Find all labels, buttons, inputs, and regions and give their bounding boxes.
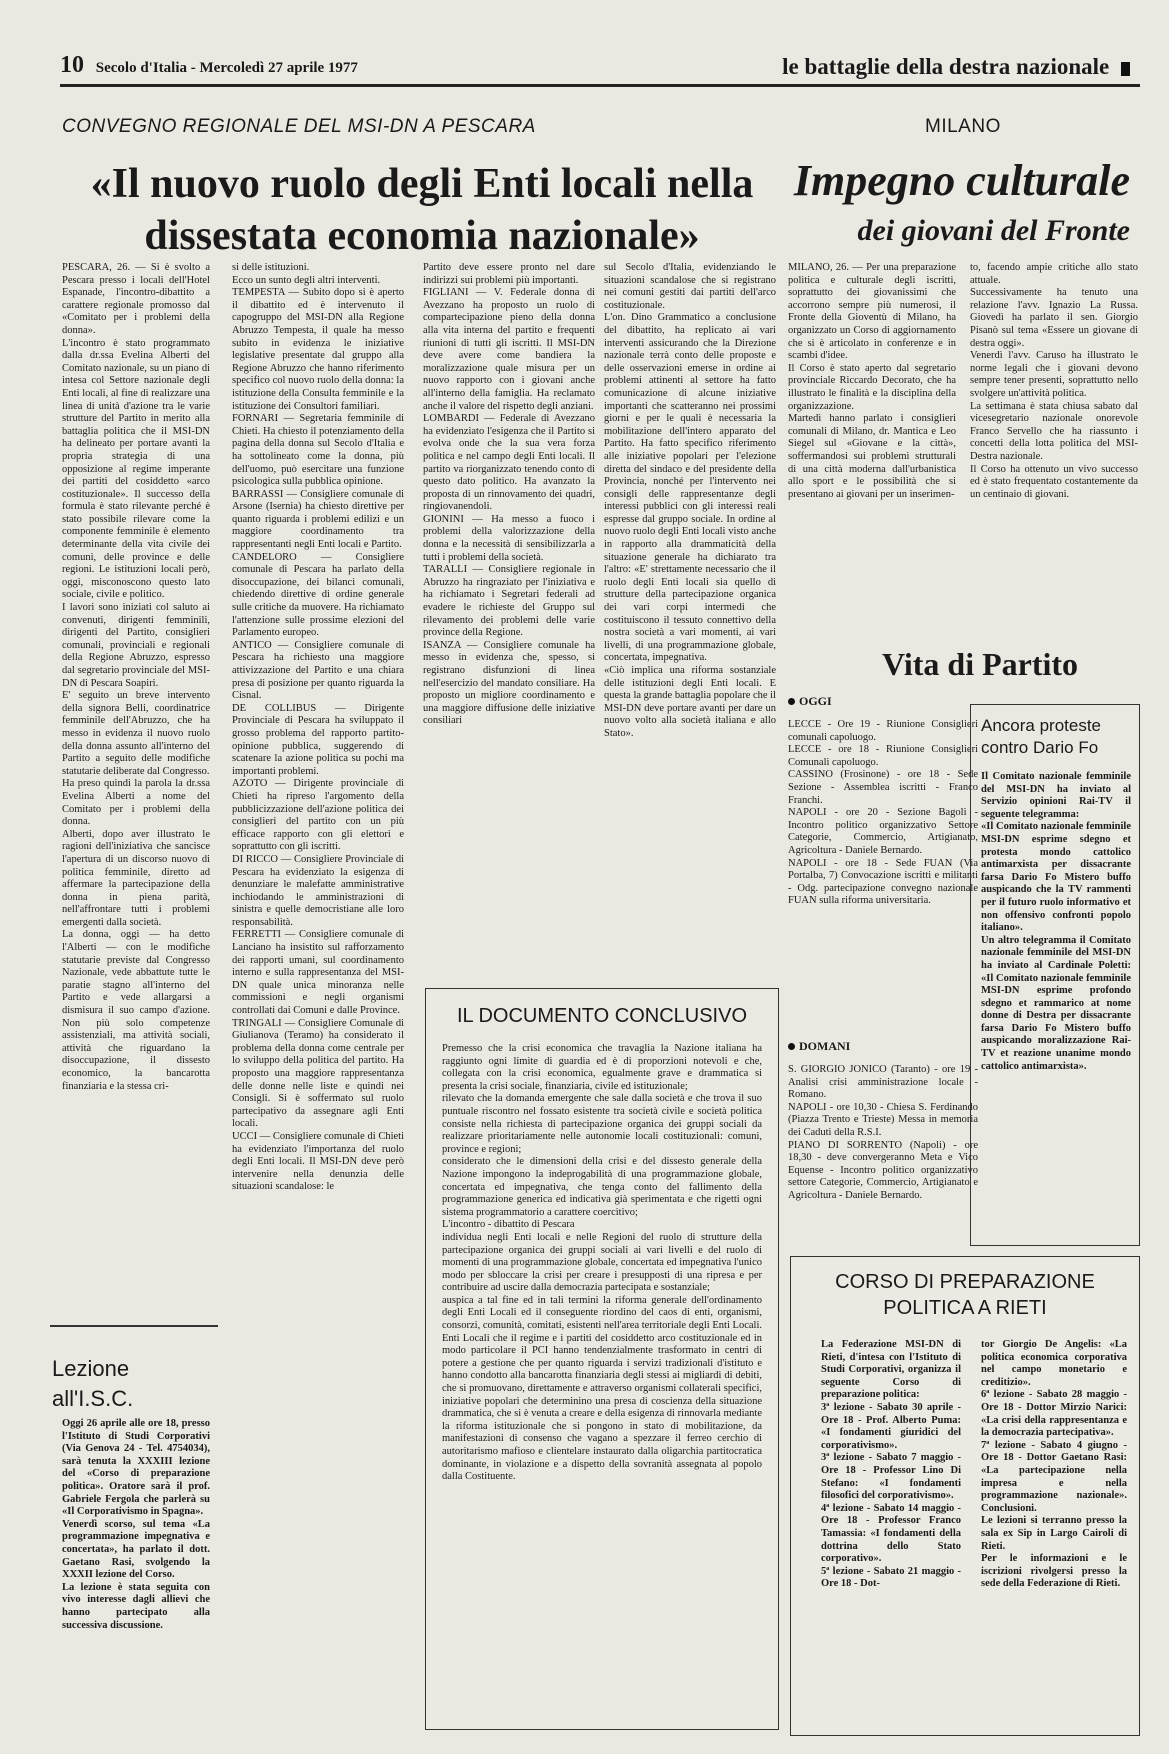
page-number: 10 — [60, 52, 84, 78]
documento-title: IL DOCUMENTO CONCLUSIVO — [456, 1005, 748, 1027]
milano-kicker: MILANO — [925, 116, 1001, 137]
lezione-body: Oggi 26 aprile alle ore 18, presso l'Istituto di Studi Corporativi (Via Genova 24 - Tel. 4754034), sarà tenuta la XXXIII lezione del «Corso di preparazione politica». Oratore sarà il prof. Gabriele Fergola che parlerà su «Il Corporativismo in Spagna». Venerdì scorso, sul tema «La programmazione impegnativa e concertata», ha parlato il dott. Gaetano Rasi, svolgendo la XXXII lezione del Corso. La lezione è stata seguita con vivo interesse dagli allievi che hanno partecipato alla successiva discussione. — [62, 1418, 210, 1631]
lezione-title-line2: all'I.S.C. — [52, 1386, 134, 1411]
corso-rieti-title-line2: POLITICA A RIETI — [883, 1297, 1047, 1319]
bullet-icon — [788, 698, 795, 705]
oggi-body: LECCE - Ore 19 - Riunione Consiglieri comunali capoluogo. LECCE - ore 18 - Riunione Consiglieri Comunali capoluogo. CASSINO (Frosinone) - ore 18 - Sede Sezione - Assemblea iscritti - Franco Franchi. NAPOLI - ore 20 - Sezione Bagoli - Incontro politico organizzativo Settore Categorie, Commercio, Artigianato, Agricoltura - Daniele Bernardo. NAPOLI - ore 18 - Sede FUAN (Via Portalba, 7) Convocazione iscritti e militanti - Odg. partecipazione convegno nazionale FUAN sulla riforma universitaria. — [788, 719, 978, 907]
lezione-heading — [52, 1354, 212, 1414]
main-headline: «Il nuovo ruolo degli Enti locali nella dissestata economia nazionale» — [90, 161, 754, 259]
masthead — [60, 50, 1140, 87]
lezione-title-line1: Lezione — [52, 1356, 130, 1381]
vita-partito-title: Vita di Partito — [881, 646, 1079, 682]
main-kicker: CONVEGNO REGIONALE DEL MSI-DN A PESCARA — [62, 116, 536, 137]
bullet-icon — [788, 1043, 795, 1050]
vita-partito-listings — [788, 694, 978, 1294]
section-title: le battaglie della destra nazionale — [782, 54, 1130, 80]
domani-body: S. GIORGIO JONICO (Taranto) - ore 19 - Analisi crisi amministrazione locale - Romano. NAPOLI - ore 10,30 - Chiesa S. Ferdinando (Piazza Trento e Trieste) Messa in memoria dei Caduti della R.S.I. PIANO DI SORRENTO (Napoli) - ore 18,30 - deve convergeranno Meta e Vico Equense - Incontro politico organizzativo settore Categorie, Commercio, Artigianato e Agricoltura - Daniele Bernardo. — [788, 1064, 978, 1201]
oggi-label: OGGI — [788, 694, 978, 709]
documento-conclusivo-box — [425, 988, 779, 1730]
milano-headline: Impegno culturale — [793, 156, 1130, 205]
milano-headline-block — [790, 156, 1130, 256]
masthead-left — [60, 52, 358, 79]
dario-fo-title-line2: contro Dario Fo — [981, 738, 1099, 757]
corso-rieti-col1: La Federazione MSI-DN di Rieti, d'intesa con l'Istituto di Studi Corporativi, organizza il seguente Corso di preparazione politica: 3ª lezione - Sabato 30 aprile - Ore 18 - Prof. Alberto Puma: «I fondamenti giuridici del corporativismo». 3ª lezione - Sabato 7 maggio - Ore 18 - Professor Lino Di Stefano: «I fondamenti filosofici del corporativismo». 4ª lezione - Sabato 14 maggio - Ore 18 - Professor Franco Tamassia: «I fondamenti della dottrina dello Stato corporativo». 5ª lezione - Sabato 21 maggio - Ore 18 - Dot- — [821, 1339, 961, 1590]
lezione-rule — [50, 1325, 218, 1327]
section-mark-icon — [1121, 62, 1130, 76]
documento-body: Premesso che la crisi economica che travaglia la Nazione italiana ha raggiunto ogni limite di guardia ed è di proporzioni notevoli e che, collegata con la crisi economica, egualmente grave e drammatica si presenta la crisi sociale, finanziaria, civile ed istituzionale; rilevato che la domanda emergente che sale dalla società e che trova il suo puntuale riscontro nel fossato esistente tra società civile e società politica consiste nella richiesta di partecipazione organica dei gruppi sociali da realizzare prioritariamente nelle autonomie locali costituzionali: comuni, province e regioni; considerato che le dimensioni della crisi e del dissesto generale della Nazione impongono la indeprogabilità di una programmazione globale, concertata ed impegnativa, che tenga conto del fallimento della programmazione generica ed indicativa già sperimentata e che rigetti ogni sistema programmatorio a carattere coercitivo; L'incontro - dibattito di Pescara individua negli Enti locali e nelle Regioni del ruolo di strutture della partecipazione organica dei gruppi sociali ai vari livelli e del ruolo di momenti di una programmazione globale, concertata ed impegnativa l'unico modo per sbloccare la crisi per creare i presupposti di una ripresa e per contribuire ad uscire dalla democrazia partecipata e sostanziale; auspica a tal fine ed in tali termini la riforma generale dell'ordinamento degli Enti Locali ed il conseguente riordino del caos di enti, organismi, consorzi, comunità, comitati, esistenti nell'area territoriale degli Enti Locali. Enti Locali che il regime e i partiti del cosiddetto arco costituzionale ed in modo particolare il PCI hanno tendenzialmente trasformato in centri di potere a gestione che per quanto riguarda i servizi tradizionali d'istituto e hanno condotto alla bancarotta finanziaria degli stessi ai migliardi di debiti, che si promuovano, direttamente e attraverso organismi collaterali specifici, iniziative popolari che determinino una presa di coscienza della situazione drammatica, che si è venuta a creare e della esigenza di rinnovarla mediante la riforma istituzionale che si pongono in stato di mobilitazione, da manifestazioni di consenso che vagano a spezzare il ferreo cerchio di autoritarismo mafioso e clientelare instaurato dalla oligarchia partitocratica dominante, in violazione e a dispetto della sovranità assegnata al popolo dalla Costituente. — [442, 1043, 762, 1483]
dario-fo-heading — [971, 705, 1139, 759]
corso-rieti-box — [790, 1256, 1140, 1736]
dario-fo-title-line1: Ancora proteste — [981, 716, 1102, 735]
main-article-col2: si delle istituzioni. Ecco un sunto degli altri interventi. TEMPESTA — Subito dopo si è aperto il dibattito ed è intervenuto il capogruppo del MSI-DN alla Regione Abruzzo Tempesta, il quale ha messo subito in evidenza le iniziative legislative presentate dal gruppo alla Regione Abruzzo che hanno riferimento specifico col nuovo ruolo della donna: la istituzione della Consulta femminile e la istituzione dei Consultori familiari. FORNARI — Segretaria femminile di Chieti. Ha chiesto il potenziamento della pagina della donna sul Secolo d'Italia e ha sottolineato come la donna, più dell'uomo, può esercitare una funzione psicologica sulla pubblica opinione. BARRASSI — Consigliere comunale di Arsone (Isernia) ha chiesto direttive per quanto riguarda i problemi edilizi e un maggiore coordinamento tra rappresentanti negli Enti locali e Partito. CANDELORO — Consigliere comunale di Pescara ha parlato della disoccupazione, dei bilanci comunali, chiedendo direttive di ordine generale sulle critiche da muovere. Ha richiamato l'attenzione sulle prossime elezioni del Parlamento europeo. ANTICO — Consigliere comunale di Pescara ha richiesto una maggiore attivizzazione del Partito e una chiara presa di posizione per quanto riguarda la Cisnal. DE COLLIBUS — Dirigente Provinciale di Pescara ha sviluppato il grosso problema del rapporto partito-opinione pubblica, suggerendo di scatenare la azione politica su pochi ma importanti problemi. AZOTO — Dirigente provinciale di Chieti ha ripreso l'argomento della pubblicizzazione dell'azione politica dei consiglieri del partito con un più efficace rapporto con gli elettori e soprattutto con gli iscritti. DI RICCO — Consigliere Provinciale di Pescara ha evidenziato la esigenza di denunziare le malefatte amministrative inchiodando le amministrazioni di sinistra e quelle democristiane alle loro responsabilità. FERRETTI — Consigliere comunale di Lanciano ha insistito sul rafforzamento dei rapporti umani, sul coordinamento interno e sulla rappresentanza del MSI-DN quale unica minoranza nelle commissioni e negli organismi controllati dai Comuni e dalle Province. TRINGALI — Consigliere Comunale di Giulianova (Teramo) ha considerato il problema della donna come centrale per lo sviluppo della politica del partito. Ha proposto una maggiore rappresentanza delle donne nelle liste e quindi nei Consigli. Si è soffermato sul ruolo partecipativo da assegnare agli Enti locali. UCCI — Consigliere comunale di Chieti ha evidenziato l'importanza del ruolo degli Enti locali. Il MSI-DN deve però intervenire nella denunzia delle situazioni scandalose: le — [232, 262, 404, 1193]
corso-rieti-heading — [791, 1269, 1139, 1321]
domani-label: DOMANI — [788, 1039, 978, 1054]
main-article-col4: sul Secolo d'Italia, evidenziando le situazioni scandalose che si registrano nei comuni gestiti dai partiti dell'arco costituzionale. L'on. Dino Grammatico a conclusione del dibattito, ha replicato ai vari interventi assicurando che la Direzione nazionale terrà conto delle proposte e delle osservazioni emerse in ordine ai problemi attinenti al settore ha fatto comunicazione di alcune iniziative importanti che scatteranno nei prossimi giorni e per le quali è necessaria la mobilitazione dell'intero apparato del Partito. Ha fatto specifico riferimento alle iniziative popolari per l'elezione diretta del sindaco e del presidente della Provincia, nonché per l'intervento nei consigli delle rappresentanze degli interessi pubblici con gli interessi reali espresse dal gruppo sociale. In ordine al nuovo ruolo degli Enti locali visto anche in rapporto alla drammaticità della situazione generale ha dichiarato tra l'altro: «E' strettamente necessario che il ruolo degli Enti locali sia quello di strutture della partecipazione organica dei vari corpi intermedi che costituiscono il tessuto connettivo della nostra società a vari momenti, ai vari livelli, di una programmazione globale, concertata, impegnativa. «Ciò implica una riforma sostanziale delle istituzioni degli Enti locali. E questa la grande battaglia popolare che il MSI-DN deve portare avanti per dare un nuovo volto alla società italiana e allo Stato». — [604, 262, 776, 739]
dario-fo-box — [970, 704, 1140, 1246]
corso-rieti-title-line1: CORSO DI PREPARAZIONE — [835, 1271, 1095, 1293]
main-article-col1: PESCARA, 26. — Si è svolto a Pescara presso i locali dell'Hotel Espanade, l'incontro-dibattito a carattere regionale promosso dal «Comitato per i problemi della donna». L'incontro è stato programmato dalla dr.ssa Evelina Alberti del Comitato nazionale, su un piano di intesa col Settore nazionale degli Enti locali, al fine di realizzare una linea di unità d'azione tra le varie strutture del Partito in merito alla battaglia politica che il MSI-DN ha delineato per portare avanti la propria strategia di una opposizione al regime imperante dei partiti del cosiddetto «arco costituzionale». Il successo della formula è stato rilevante perché è stato possibile rilevare come la componente femminile è elemento determinante della vita civile dei comuni, delle province e delle regioni. Le istituzioni locali però, oggi, misconoscono questo lato sociale, civile e politico. I lavori sono iniziati col saluto ai convenuti, dirigenti femminili, dirigenti del Partito, consiglieri comunali, provinciali e regionali della Regione Abruzzo, espresso dal segretario provinciale del MSI-DN di Pescara Soapiri. E' seguito un breve intervento della signora Belli, coordinatrice femminile dell'Abruzzo, che ha messo in evidenza il nuovo ruolo della donna assunto all'interno del Partito a seguito delle modifiche statutarie deliberate dal Congresso. Ha preso quindi la parola la dr.ssa Evelina Alberti a nome del Comitato per i problemi della donna. Alberti, dopo aver illustrato le ragioni dell'iniziativa che sancisce l'apertura di un discorso nuovo di politica femminile, diretto ad affermare la partecipazione della donna in piena parità, nell'affrontare tutti i problemi emergenti dalla società. La donna, oggi — ha detto l'Alberti — con le modifiche statutarie previste dal Congresso Nazionale, vede abbattute tutte le paratie stagno all'interno del Partito e vede allargarsi a dismisura il suo campo d'azione. Non più solo competenze assistenziali, ma attività sociali, attività che riguardano la disoccupazione, il dissesto economico, la bancarotta finanziaria e la stessa cri- — [62, 262, 210, 1092]
milano-col1: MILANO, 26. — Per una preparazione politica e culturale degli iscritti, soprattutto dei giovanissimi che accorrono sempre più numerosi, il Fronte della Gioventù di Milano, ha organizzato un Corso di aggiornamento che si è articolato in conferenze e in scambi d'idee. Il Corso è stato aperto dal segretario provinciale Riccardo Decorato, che ha illustrato le finalità e la disciplina della organizzazione. Martedì hanno parlato i consiglieri comunali di Milano, dr. Mantica e Leo Siegel sul «Giovane e la città», soffermandosi sui problemi strutturali di una città moderna dall'urbanistica allo sport e le possibilità che si presentano ai giovani per un inserimen- — [788, 262, 956, 500]
paper-date: Secolo d'Italia - Mercoledì 27 aprile 1977 — [95, 60, 358, 76]
corso-rieti-col2: tor Giorgio De Angelis: «La politica economica corporativa nel campo monetario e creditizio». 6ª lezione - Sabato 28 maggio - Ore 18 - Dottor Mirzio Narici: «La crisi della rappresentanza e la democrazia partecipativa». 7ª lezione - Sabato 4 giugno - Ore 18 - Dottor Gaetano Rasi: «La partecipazione nella impresa e nella programmazione nazionale». Conclusioni. Le lezioni si terranno presso la sala ex Sip in Largo Cairoli di Rieti. Per le informazioni e le iscrizioni rivolgersi presso la sede della Federazione di Rieti. — [981, 1339, 1127, 1590]
dario-fo-body: Il Comitato nazionale femminile del MSI-DN ha inviato al Servizio opinioni Rai-TV il seguente telegramma: «Il Comitato nazionale femminile MSI-DN esprime sdegno et protesta mondo cattolico antimarxista per dissacrante farsa Dario Fo Mistero buffo auspicando che la TV rammenti per il futuro ruolo informativo et non offensivo confronti popolo italiano». Un altro telegramma il Comitato nazionale femminile del MSI-DN ha inviato al Cardinale Poletti: «Il Comitato nazionale femminile MSI-DN esprime profondo sdegno et rammarico at nome donne di Destra per dissacrante farsa Dario Fo Mistero buffo auspicando moralizzazione Rai-TV et reazione unanime mondo cattolico antimarxista». — [981, 771, 1131, 1072]
main-article-col3: Partito deve essere pronto nel dare indirizzi sui problemi più importanti. FIGLIANI — V. Federale donna di Avezzano ha proposto un ruolo di compartecipazione pieno della donna alla vita interna del partito e frequenti riunioni di tutti gli iscritti. Il MSI-DN deve avere come bandiera la moralizzazione quale misura per un nuovo rapporto con i giovani anche all'interno della famiglia. Ha reclamato anche il valore del rispetto degli anziani. LOMBARDI — Federale di Avezzano ha evidenziato l'esigenza che il Partito si evolva onde che la sua vera forza politica e nel campo degli Enti locali. Il partito va riorganizzato tenendo conto di questo dato politico. Ha avanzato la proposta di un rinnovamento dei quadri, ringiovanendoli. GIONINI — Ha messo a fuoco i problemi della valorizzazione della donna e la necessità di sensibilizzarla a tutti i problemi della società. TARALLI — Consigliere regionale in Abruzzo ha ringraziato per l'iniziativa e ha richiamato i Segretari federali ad evadere le richieste del Gruppo sul rilevamento dei problemi delle varie province della Regione. ISANZA — Consigliere comunale ha messo in evidenza che, spesso, si registrano disfunzioni di linea nell'esercizio del mandato consiliare. Ha proposto un migliore coordinamento e una maggiore diffusione delle iniziative consiliari — [423, 262, 595, 727]
milano-subhead: dei giovani del Fronte — [857, 214, 1130, 247]
milano-col2: to, facendo ampie critiche allo stato attuale. Successivamente ha tenuto una relazione l'avv. Ignazio La Russa. Giovedì ha parlato il sen. Giorgio Pisanò sul tema «Essere un giovane di destra oggi». Venerdì l'avv. Caruso ha illustrato le norme legali che i giovani devono sempre tener presenti, soprattutto nello svolgere un'attività politica. La settimana è stata chiusa sabato dal vicesegretario nazionale onorevole Franco Servello che ha riassunto i concetti della lotta politica del MSI-Destra nazionale. Il Corso ha ottenuto un vivo successo ed è stato frequentato costantemente da un centinaio di giovani. — [970, 262, 1138, 500]
